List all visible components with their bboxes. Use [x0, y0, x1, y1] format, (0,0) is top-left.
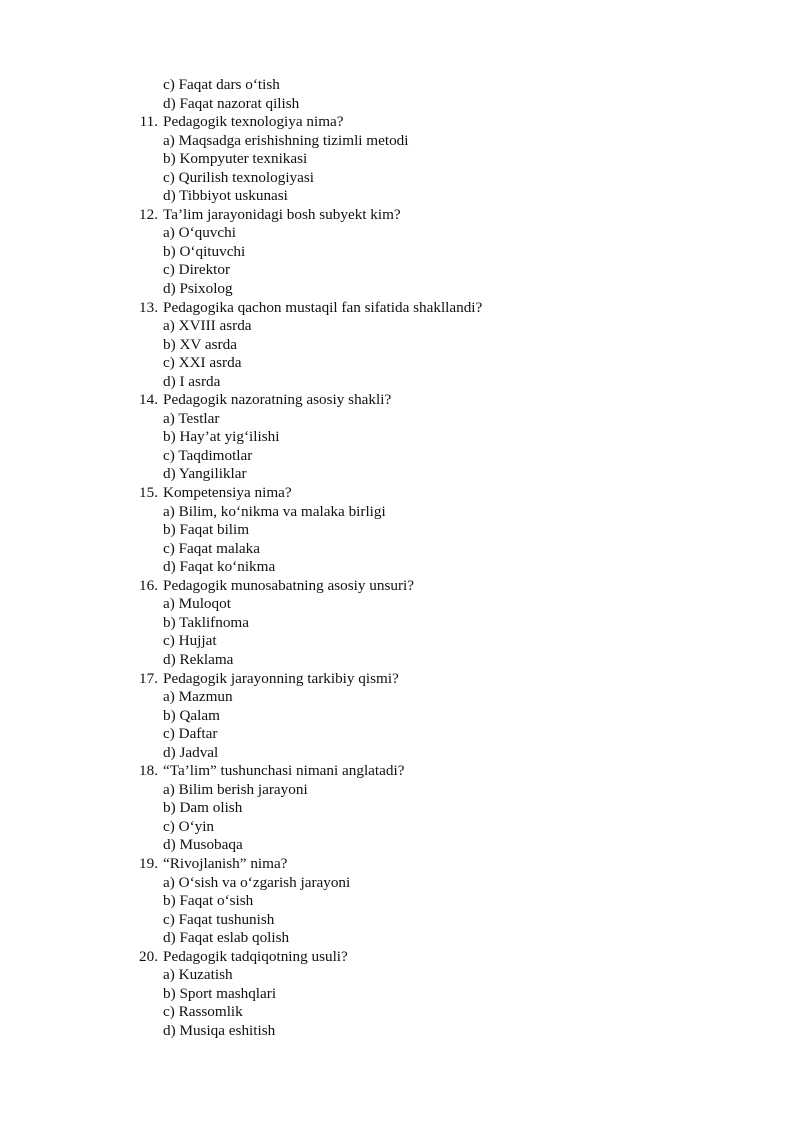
question-line	[0, 113, 800, 132]
question-text: Pedagogik jarayonning tarkibiy qismi?	[163, 669, 399, 687]
question-text: Pedagogik munosabatning asosiy unsuri?	[163, 576, 414, 594]
question-line	[0, 577, 800, 596]
option-line: c) Hujjat	[163, 632, 217, 650]
question-number: 13.	[139, 298, 158, 316]
option-line: b) Kompyuter texnikasi	[163, 150, 308, 168]
option-line: b) XV asrda	[163, 335, 237, 353]
option-line: a) Bilim, ko‘nikma va malaka birligi	[163, 502, 386, 520]
option-line: b) Faqat bilim	[163, 521, 250, 539]
option-line: c) XXI asrda	[163, 354, 242, 372]
option-line: b) Hay’at yig‘ilishi	[163, 428, 280, 446]
option-line: c) O‘yin	[163, 817, 215, 835]
option-line: c) Faqat tushunish	[163, 910, 275, 928]
option-line: d) Faqat ko‘nikma	[163, 558, 276, 576]
option-line: b) Qalam	[163, 706, 220, 724]
option-line: c) Qurilish texnologiyasi	[163, 168, 315, 186]
option-line: c) Daftar	[163, 725, 218, 743]
option-line: d) Faqat nazorat qilish	[163, 94, 300, 112]
question-number: 16.	[139, 576, 158, 594]
option-line: a) Maqsadga erishishning tizimli metodi	[163, 131, 409, 149]
question-text: Kompetensiya nima?	[163, 484, 292, 502]
question-number: 15.	[139, 484, 158, 502]
question-text: Pedagogik nazoratning asosiy shakli?	[163, 391, 392, 409]
option-line: a) Mazmun	[163, 688, 233, 706]
option-line: a) O‘quvchi	[163, 224, 236, 242]
option-line: b) Faqat o‘sish	[163, 892, 254, 910]
question-text: “Ta’lim” tushunchasi nimani anglatadi?	[163, 762, 405, 780]
option-line: d) Reklama	[163, 650, 234, 668]
question-text: Pedagogik tadqiqotning usuli?	[163, 947, 348, 965]
question-line	[0, 484, 800, 503]
question-number: 14.	[139, 391, 158, 409]
question-line	[0, 948, 800, 967]
option-line: b) Taklifnoma	[163, 613, 249, 631]
option-line: a) Bilim berish jarayoni	[163, 780, 308, 798]
option-line: d) Tibbiyot uskunasi	[163, 187, 288, 205]
question-line	[0, 670, 800, 689]
question-text: Pedagogika qachon mustaqil fan sifatida shakllandi?	[163, 298, 483, 316]
option-line: c) Taqdimotlar	[163, 446, 253, 464]
question-number: 19.	[139, 854, 158, 872]
option-line: d) Musobaqa	[163, 836, 243, 854]
question-number: 17.	[139, 669, 158, 687]
question-text: “Rivojlanish” nima?	[163, 854, 288, 872]
option-line: d) Yangiliklar	[163, 465, 247, 483]
question-line	[0, 206, 800, 225]
option-line: d) Faqat eslab qolish	[163, 929, 290, 947]
question-line	[0, 391, 800, 410]
option-line: d) Jadval	[163, 743, 219, 761]
option-line: a) Testlar	[163, 409, 220, 427]
question-line	[0, 762, 800, 781]
document-page	[0, 76, 800, 1040]
option-line: a) O‘sish va o‘zgarish jarayoni	[163, 873, 351, 891]
question-line	[0, 299, 800, 318]
option-line: c) Rassomlik	[163, 1003, 243, 1021]
question-text: Pedagogik texnologiya nima?	[163, 113, 344, 131]
option-line: b) Dam olish	[163, 799, 243, 817]
option-line: c) Faqat malaka	[163, 539, 260, 557]
option-line: b) Sport mashqlari	[163, 984, 277, 1002]
question-number: 12.	[139, 205, 158, 223]
question-text: Ta’lim jarayonidagi bosh subyekt kim?	[163, 205, 401, 223]
question-number: 18.	[139, 762, 158, 780]
option-line: c) Direktor	[163, 261, 231, 279]
option-line: d) I asrda	[163, 372, 221, 390]
question-number: 20.	[139, 947, 158, 965]
option-line: c) Faqat dars o‘tish	[163, 76, 280, 93]
option-line: a) Muloqot	[163, 595, 231, 613]
question-number: 11.	[139, 113, 158, 131]
option-line: b) O‘qituvchi	[163, 242, 246, 260]
option-line: d) Musiqa eshitish	[163, 1021, 276, 1039]
option-line: a) XVIII asrda	[163, 317, 252, 335]
option-line: d) Psixolog	[163, 280, 233, 298]
question-line	[0, 855, 800, 874]
option-line: a) Kuzatish	[163, 966, 233, 984]
